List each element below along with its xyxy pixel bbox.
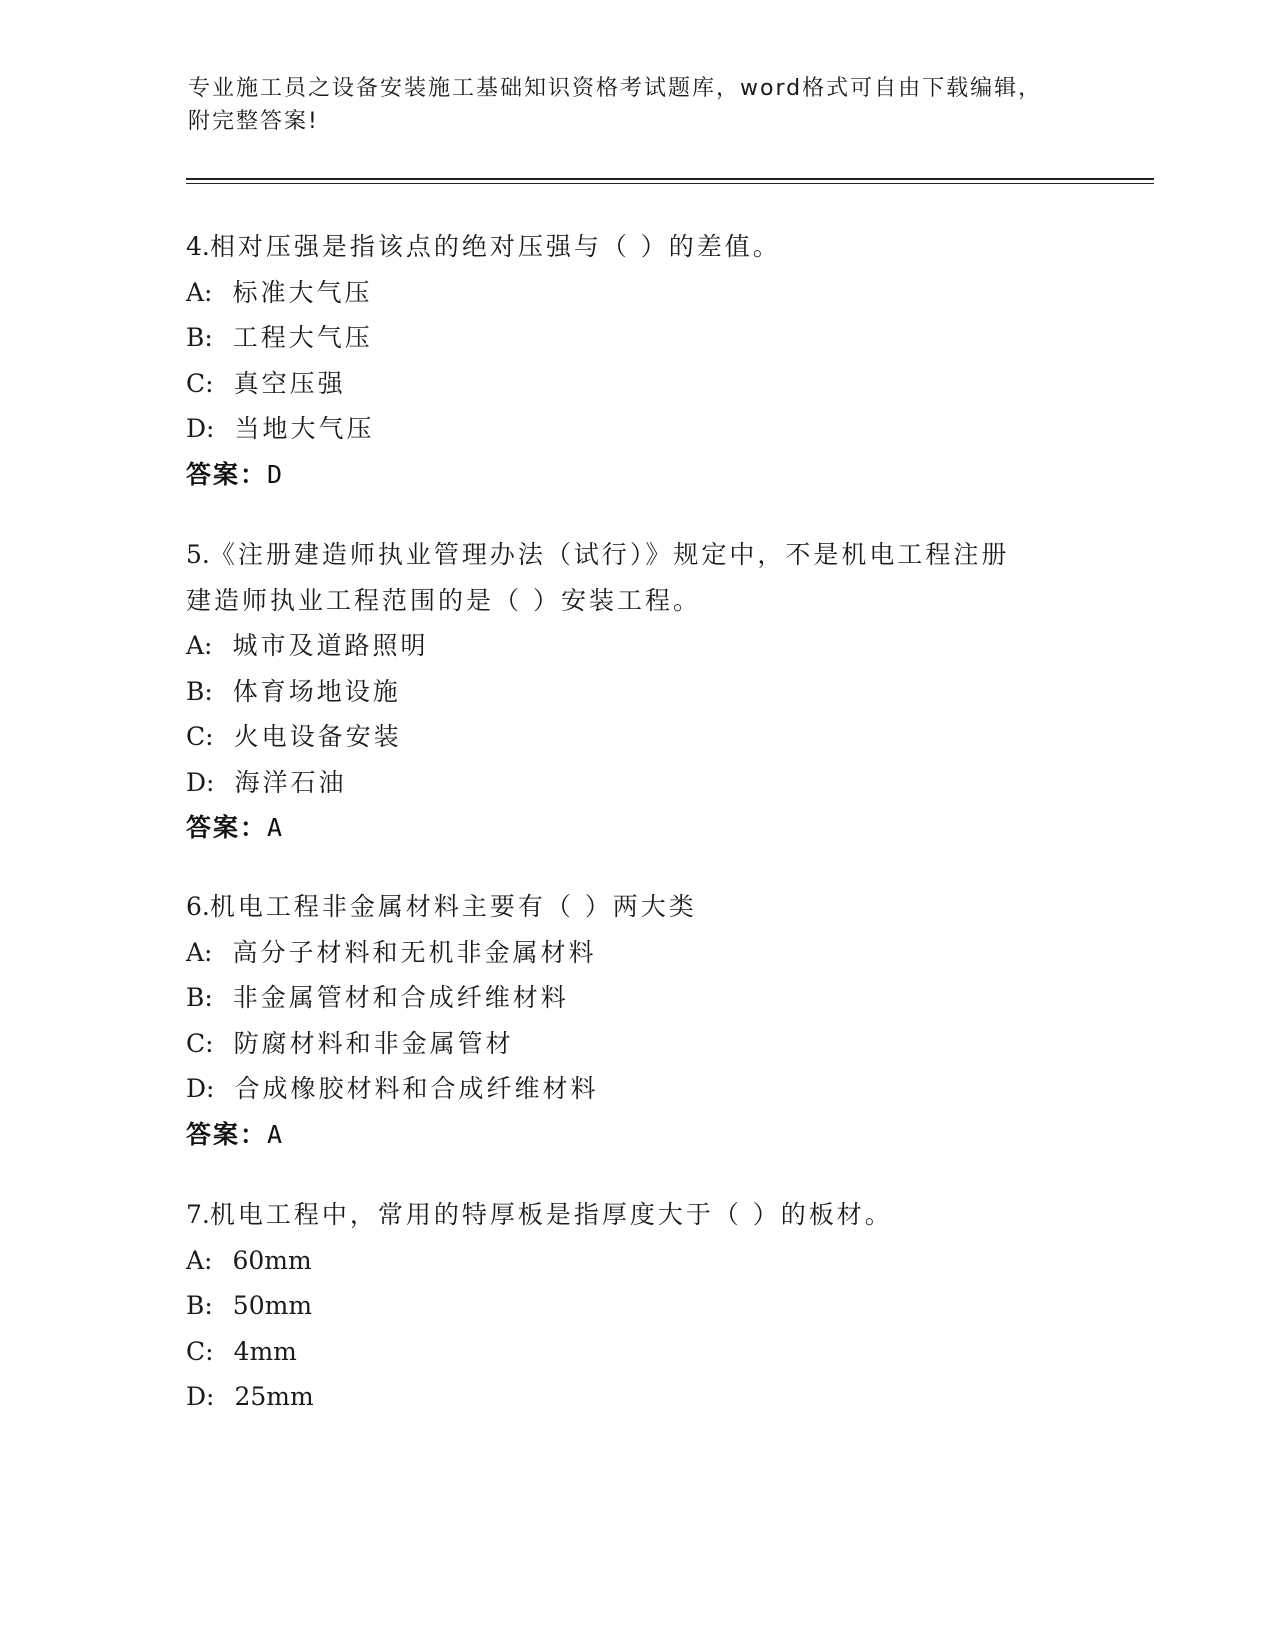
option-text: 真空压强 [233, 368, 346, 398]
question-number: 6. [186, 892, 210, 921]
option-text: 合成橡胶材料和合成纤维材料 [234, 1074, 599, 1103]
option-text: 工程大气压 [232, 323, 373, 352]
question-stem [186, 224, 1086, 270]
question-text: 建造师执业工程范围的是（ ）安装工程。 [186, 585, 701, 615]
option-text: 4mm [233, 1336, 297, 1366]
option-a: A: 60mm [186, 1245, 312, 1275]
question-stem [186, 1192, 1086, 1238]
document-header [188, 72, 1068, 138]
option-b: B: 非金属管材和合成纤维材料 [186, 983, 569, 1012]
option-text: 体育场地设施 [232, 676, 401, 706]
answer-value: A [267, 813, 285, 842]
answer-value: D [267, 459, 285, 489]
answer-label: 答案： [186, 459, 268, 489]
option-d: D: 25mm [186, 1382, 314, 1411]
option-text: 海洋石油 [234, 767, 347, 797]
question-text: 相对压强是指该点的绝对压强与（ ）的差值。 [209, 232, 781, 261]
question-6 [186, 884, 1086, 1157]
answer-line [186, 805, 1086, 851]
option-text: 60mm [232, 1245, 312, 1275]
question-text: 机电工程中，常用的特厚板是指厚度大于（ ）的板材。 [209, 1200, 893, 1229]
answer-value: A [267, 1119, 285, 1149]
option-text: 50mm [232, 1291, 313, 1320]
header-line-1: 专业施工员之设备安装施工基础知识资格考试题库，word格式可自由下载编辑， [188, 76, 1043, 101]
option-d: D: 合成橡胶材料和合成纤维材料 [186, 1074, 599, 1103]
option-a: A: 标准大气压 [186, 277, 373, 307]
question-stem [186, 884, 1086, 930]
option-d: D: 海洋石油 [186, 767, 347, 797]
question-4 [186, 224, 1086, 497]
question-number: 7. [186, 1200, 210, 1229]
option-text: 当地大气压 [234, 414, 375, 443]
option-c: C: 真空压强 [186, 368, 346, 398]
answer-label: 答案： [186, 813, 268, 842]
question-number: 4. [186, 232, 210, 261]
option-text: 高分子材料和无机非金属材料 [232, 937, 597, 967]
question-text: 机电工程非金属材料主要有（ ）两大类 [209, 892, 697, 921]
header-rule-thin [186, 183, 1154, 184]
answer-label: 答案： [186, 1119, 268, 1149]
option-c: C: 火电设备安装 [186, 722, 402, 751]
option-b: B: 50mm [186, 1291, 313, 1320]
option-b: B: 工程大气压 [186, 323, 373, 352]
question-text: 《注册建造师执业管理办法（试行）》规定中，不是机电工程注册 [209, 540, 1010, 569]
answer-line [186, 452, 1086, 498]
option-text: 城市及道路照明 [232, 631, 429, 660]
question-7 [186, 1192, 1086, 1420]
answer-line [186, 1112, 1086, 1158]
option-d: D: 当地大气压 [186, 414, 375, 443]
option-text: 非金属管材和合成纤维材料 [232, 983, 569, 1012]
option-text: 防腐材料和非金属管材 [233, 1028, 514, 1058]
option-text: 标准大气压 [232, 277, 373, 307]
question-stem [186, 532, 1086, 578]
option-b: B: 体育场地设施 [186, 676, 401, 706]
option-a: A: 城市及道路照明 [186, 631, 429, 660]
option-a: A: 高分子材料和无机非金属材料 [186, 937, 597, 967]
option-text: 火电设备安装 [233, 722, 402, 751]
question-stem-continued [186, 578, 1086, 624]
header-rule-thick [186, 178, 1154, 180]
option-c: C: 防腐材料和非金属管材 [186, 1028, 514, 1058]
question-number: 5. [186, 540, 210, 569]
option-text: 25mm [234, 1382, 314, 1411]
option-c: C: 4mm [186, 1336, 297, 1366]
question-5 [186, 532, 1086, 851]
header-line-2: 附完整答案! [188, 109, 319, 134]
